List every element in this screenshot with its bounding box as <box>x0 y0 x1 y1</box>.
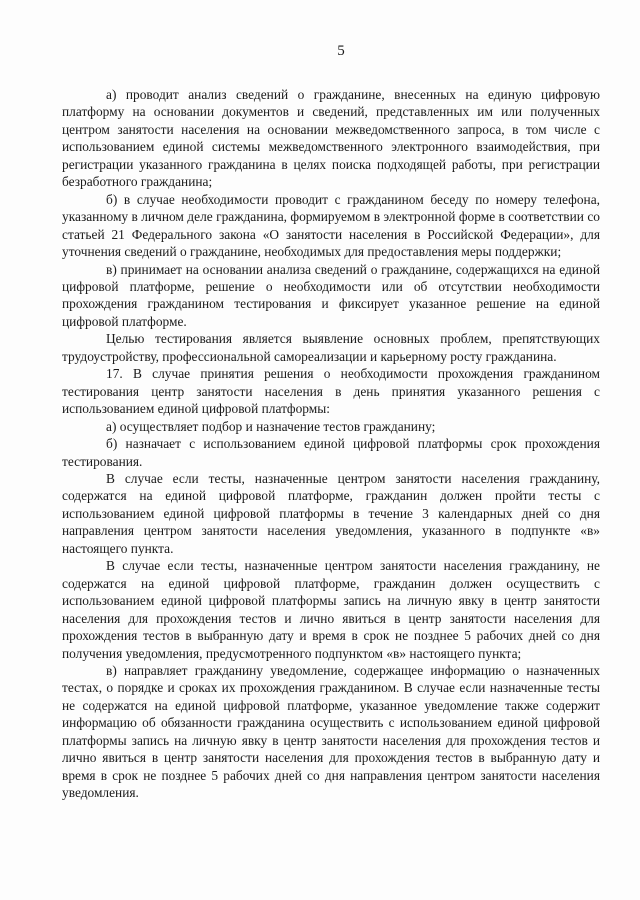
paragraph-tests-not-on-platform: В случае если тесты, назначенные центром занятости населения гражданину, не содержатся на единой цифровой платформе, гражданин должен осуществить с использованием единой цифровой платформы запись на личную явку в центр занятости населения для прохождения тестов и лично явиться в центр занятости населения для прохождения тестов в выбранную дату и время в срок не позднее 5 рабочих дней со дня получения уведомления, предусмотренного подпунктом «в» настоящего пункта; <box>62 558 600 661</box>
document-body <box>62 86 600 802</box>
paragraph-16v: в) принимает на основании анализа сведений о гражданине, содержащихся на единой цифровой платформе, решение о необходимости или об отсутствии необходимости прохождения гражданином тестирования и фиксирует указанное решение на единой цифровой платформе. <box>62 261 600 329</box>
paragraph-17: 17. В случае принятия решения о необходимости прохождения гражданином тестирования центр занятости населения в день принятия указанного решения с использованием единой цифровой платформы: <box>62 366 600 417</box>
paragraph-tests-on-platform: В случае если тесты, назначенные центром занятости населения гражданину, содержатся на единой цифровой платформе, гражданин должен пройти тесты с использованием единой цифровой платформы в течение 3 календарных дней со дня направления центром занятости населения уведомления, указанного в подпункте «в» настоящего пункта. <box>62 470 600 556</box>
paragraph-16a: а) проводит анализ сведений о гражданине, внесенных на единую цифровую платформу на основании документов и сведений, представленных им или полученных центром занятости населения на основании межведомственного запроса, в том числе с использованием единой системы межведомственного электронного взаимодействия, при регистрации указанного гражданина в целях поиска подходящей работы, при регистрации безработного гражданина; <box>62 87 600 190</box>
paragraph-17b: б) назначает с использованием единой цифровой платформы срок прохождения тестирования. <box>62 436 600 469</box>
paragraph-17a: а) осуществляет подбор и назначение тестов гражданину; <box>106 418 436 434</box>
page-number: 5 <box>337 43 345 59</box>
paragraph-17v: в) направляет гражданину уведомление, содержащее информацию о назначенных тестах, о порядке и сроках их прохождения гражданином. В случае если назначенные тесты не содержатся на единой цифровой платформе, указанное уведомление также содержит информацию об обязанности гражданина осуществить с использованием единой цифровой платформы запись на личную явку в центр занятости населения для прохождения тестов и лично явиться в центр занятости населения для прохождения тестов в выбранную дату и время в срок не позднее 5 рабочих дней со дня направления центром занятости населения уведомления. <box>62 662 600 801</box>
paragraph-16b: б) в случае необходимости проводит с гражданином беседу по номеру телефона, указанному в личном деле гражданина, формируемом в электронной форме в соответствии со статьей 21 Федерального закона «О занятости населения в Российской Федерации», для уточнения сведений о гражданине, необходимых для предоставления меры поддержки; <box>62 191 600 260</box>
paragraph-testing-goal: Целью тестирования является выявление основных проблем, препятствующих трудоустройству, профессиональной самореализации и карьерному росту гражданина. <box>62 331 600 364</box>
